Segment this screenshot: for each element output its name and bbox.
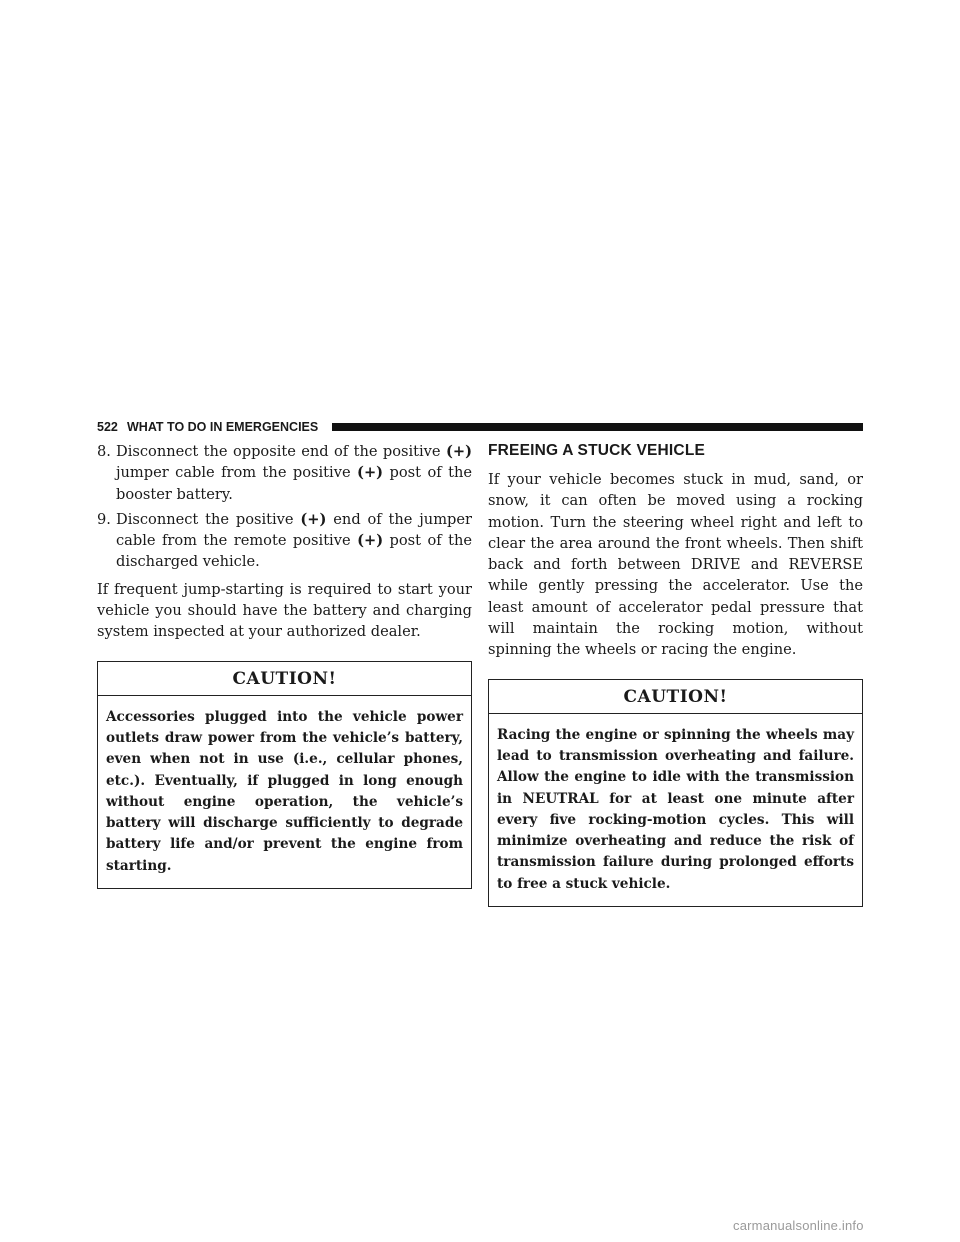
- step-9: [97, 509, 472, 573]
- caution-title: CAUTION!: [489, 680, 862, 714]
- caution-title: CAUTION!: [98, 662, 471, 696]
- caution-box-power-outlets: [97, 661, 472, 889]
- header-rule: [332, 423, 863, 431]
- page-number: 522: [97, 419, 126, 435]
- caution-text: Racing the engine or spinning the wheels may lead to transmission overheating and failure. Allow the engine to idle with the transmission in NEUTRAL for at least one minute after every five rocking-motion cycles. This will minimize overheating and reduce the risk of transmission failure during prolonged efforts to free a stuck vehicle.: [497, 726, 854, 892]
- step-number: 8.: [97, 443, 111, 460]
- step-number: 9.: [97, 510, 111, 528]
- left-column: [97, 441, 472, 889]
- step-text: Disconnect the positive (+) end of the jumper cable from the remote positive (+) post of the discharged vehicle.: [116, 510, 472, 571]
- step-8: [97, 441, 472, 505]
- page-header: [97, 420, 863, 434]
- section-title: WHAT TO DO IN EMERGENCIES: [127, 419, 326, 435]
- stuck-vehicle-paragraph: If your vehicle becomes stuck in mud, sand, or snow, it can often be moved using a rocking motion. Turn the steering wheel right and left to clear the area around the front wheels. Then shift back and forth between DRIVE and REVERSE while gently pressing the accelerator. Use the least amount of accelerator pedal pressure that will maintain the rocking motion, without spinning the wheels or racing the engine.: [488, 471, 863, 659]
- step-text: Disconnect the opposite end of the positive (+) jumper cable from the positive (+) post of the booster battery.: [116, 443, 472, 503]
- watermark-link[interactable]: carmanualsonline.info: [733, 1218, 864, 1233]
- caution-text: Accessories plugged into the vehicle power outlets draw power from the vehicle’s battery, even when not in use (i.e., cellular phones, etc.). Eventually, if plugged in long enough without engine operation, the vehicle’s battery will discharge sufficiently to degrade battery life and/or prevent the engine from starting.: [106, 708, 463, 874]
- section-heading: FREEING A STUCK VEHICLE: [488, 442, 706, 459]
- right-column: [488, 441, 863, 907]
- jump-start-paragraph: If frequent jump-starting is required to start your vehicle you should have the battery and charging system inspected at your authorized dealer.: [97, 580, 472, 641]
- caution-box-rocking: [488, 679, 863, 907]
